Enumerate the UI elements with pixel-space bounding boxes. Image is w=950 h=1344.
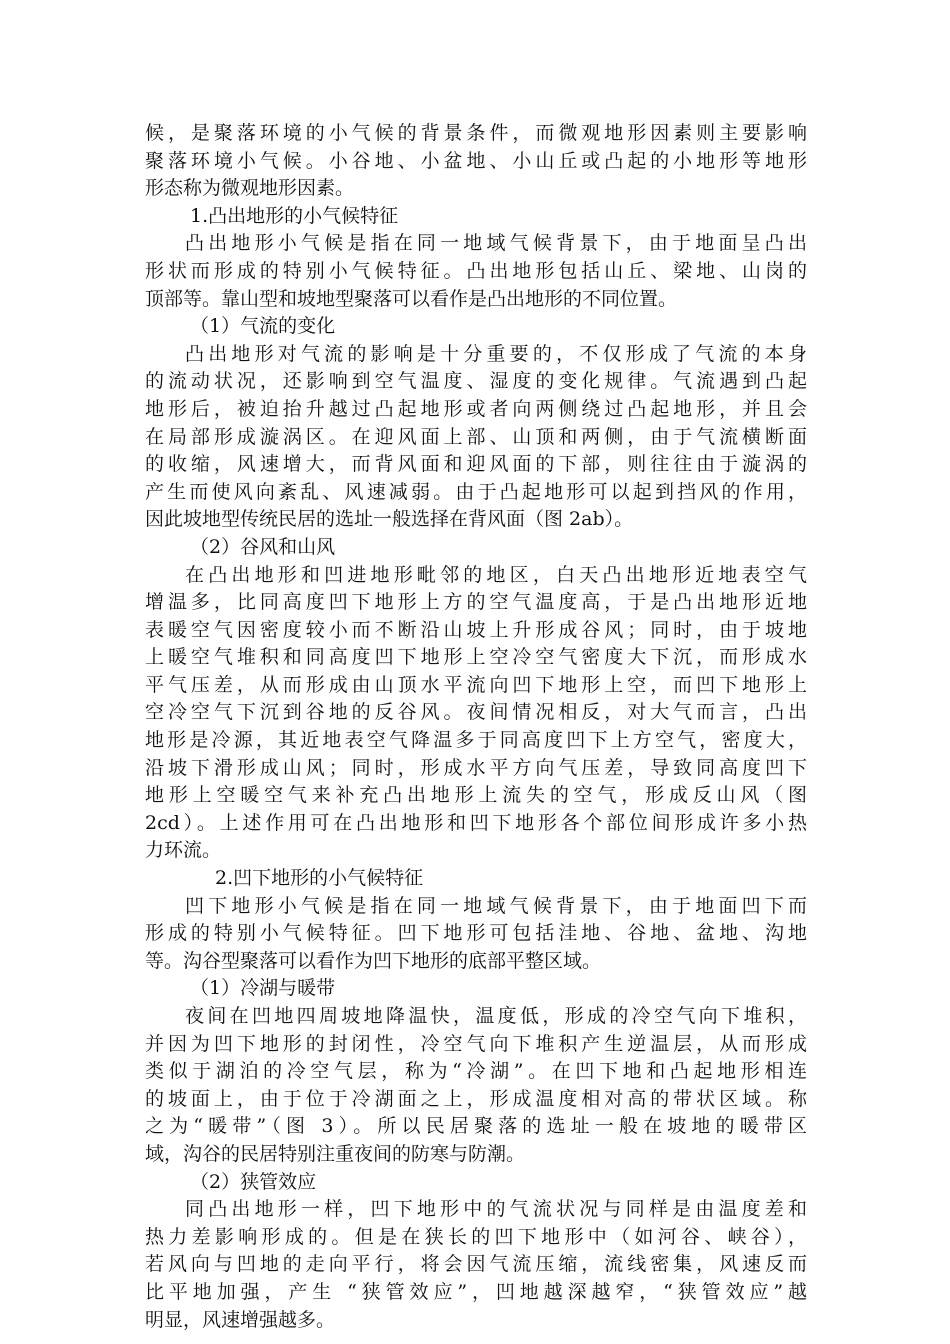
paragraph-airflow	[145, 341, 807, 534]
text-line: 顶部等。靠山型和坡地型聚落可以看作是凸出地形的不同位置。	[145, 287, 678, 310]
text-line: 表暖空气因密度较小而不断沿山坡上升形成谷风；同时，由于坡地	[145, 618, 807, 641]
text-line: 的收缩，风速增大，而背风面和迎风面的下部，则往往由于漩涡的	[145, 453, 807, 476]
text-line: 2cd）。上述作用可在凸出地形和凹下地形各个部位间形成许多小热	[145, 811, 807, 834]
heading-text: （2）狭管效应	[190, 1170, 317, 1193]
paragraph-intro	[145, 120, 807, 203]
text-line: 地形是冷源，其近地表空气降温多于同高度凹下上方空气，密度大，	[145, 729, 807, 752]
paragraph-narrow-tube	[145, 1196, 807, 1334]
heading-text: （1）冷湖与暖带	[190, 977, 336, 1000]
text-line: 形态称为微观地形因素。	[145, 177, 355, 200]
text-line: 增温多，比同高度凹下地形上方的空气温度高，于是凸出地形近地	[145, 591, 807, 614]
text-line: 的流动状况，还影响到空气温度、湿度的变化规律。气流遇到凸起	[145, 370, 807, 393]
text-line: 凹下地形小气候是指在同一地域气候背景下，由于地面凹下而	[185, 894, 807, 917]
text-line: 的坡面上，由于位于冷湖面之上，形成温度相对高的带状区域。称	[145, 1087, 807, 1110]
text-line: 候，是聚落环境的小气候的背景条件，而微观地形因素则主要影响	[145, 122, 807, 144]
paragraph-cold-lake	[145, 1003, 807, 1169]
text-line: 明显，风速增强越多。	[145, 1308, 336, 1331]
text-line: 地形上空暖空气来补充凸出地形上流失的空气，形成反山风（图	[145, 784, 807, 807]
heading-text: （2）谷风和山风	[190, 535, 336, 558]
text-line: 形状而形成的特别小气候特征。凸出地形包括山丘、梁地、山岗的	[145, 259, 807, 282]
text-line: 域，沟谷的民居特别注重夜间的防寒与防潮。	[145, 1142, 526, 1165]
text-line: 力环流。	[145, 839, 222, 862]
heading-text: （1）气流的变化	[190, 315, 336, 338]
heading-text: 2.凹下地形的小气候特征	[215, 867, 424, 890]
text-line: 上暖空气堆积和同高度凹下地形上空冷空气密度大下沉，而形成水	[145, 646, 807, 669]
subheading-narrow-tube	[145, 1169, 807, 1197]
text-line: 地形后，被迫抬升越过凸起地形或者向两侧绕过凸起地形，并且会	[145, 397, 807, 420]
document-body	[145, 120, 807, 1334]
section-heading-concave	[145, 865, 807, 893]
text-line: 类似于湖泊的冷空气层，称为“冷湖”。在凹下地和凸起地形相连	[145, 1060, 807, 1083]
text-line: 沿坡下滑形成山风；同时，形成水平方向气压差，导致同高度凹下	[145, 756, 807, 779]
section-heading-convex	[145, 203, 807, 231]
subheading-airflow	[145, 313, 807, 341]
text-line: 若风向与凹地的走向平行，将会因气流压缩，流线密集，风速反而	[145, 1253, 807, 1276]
text-line: 之为“暖带”（图 3）。所以民居聚落的选址一般在坡地的暖带区	[145, 1115, 807, 1138]
text-line: 在凸出地形和凹进地形毗邻的地区，白天凸出地形近地表空气	[185, 563, 807, 586]
text-line: 同凸出地形一样，凹下地形中的气流状况与同样是由温度差和	[185, 1198, 807, 1221]
subheading-valley-wind	[145, 534, 807, 562]
paragraph-concave	[145, 893, 807, 976]
text-line: 凸出地形对气流的影响是十分重要的，不仅形成了气流的本身	[185, 342, 807, 365]
text-line: 热力差影响形成的。但是在狭长的凹下地形中（如河谷、峡谷），	[145, 1225, 807, 1248]
heading-text: 1.凸出地形的小气候特征	[190, 204, 399, 227]
text-line: 产生而使风向紊乱、风速减弱。由于凸起地形可以起到挡风的作用，	[145, 480, 807, 503]
text-line: 平气压差，从而形成由山顶水平流向凹下地形上空，而凹下地形上	[145, 673, 807, 696]
paragraph-valley-wind	[145, 562, 807, 866]
text-line: 比平地加强，产生 “狭管效应”，凹地越深越窄，“狭管效应”越	[145, 1280, 807, 1303]
paragraph-convex	[145, 230, 807, 313]
text-line: 在局部形成漩涡区。在迎风面上部、山顶和两侧，由于气流横断面	[145, 425, 807, 448]
text-line: 空冷空气下沉到谷地的反谷风。夜间情况相反，对大气而言，凸出	[145, 701, 807, 724]
text-line: 形成的特别小气候特征。凹下地形可包括洼地、谷地、盆地、沟地	[145, 922, 807, 945]
text-line: 并因为凹下地形的封闭性，冷空气向下堆积产生逆温层，从而形成	[145, 1032, 807, 1055]
subheading-cold-lake	[145, 975, 807, 1003]
text-line: 因此坡地型传统民居的选址一般选择在背风面（图 2ab）。	[145, 508, 634, 531]
text-line: 等。沟谷型聚落可以看作为凹下地形的底部平整区域。	[145, 949, 602, 972]
text-line: 凸出地形小气候是指在同一地域气候背景下，由于地面呈凸出	[185, 232, 807, 255]
text-line: 聚落环境小气候。小谷地、小盆地、小山丘或凸起的小地形等地形	[145, 149, 807, 172]
text-line: 夜间在凹地四周坡地降温快，温度低，形成的冷空气向下堆积，	[185, 1005, 807, 1027]
